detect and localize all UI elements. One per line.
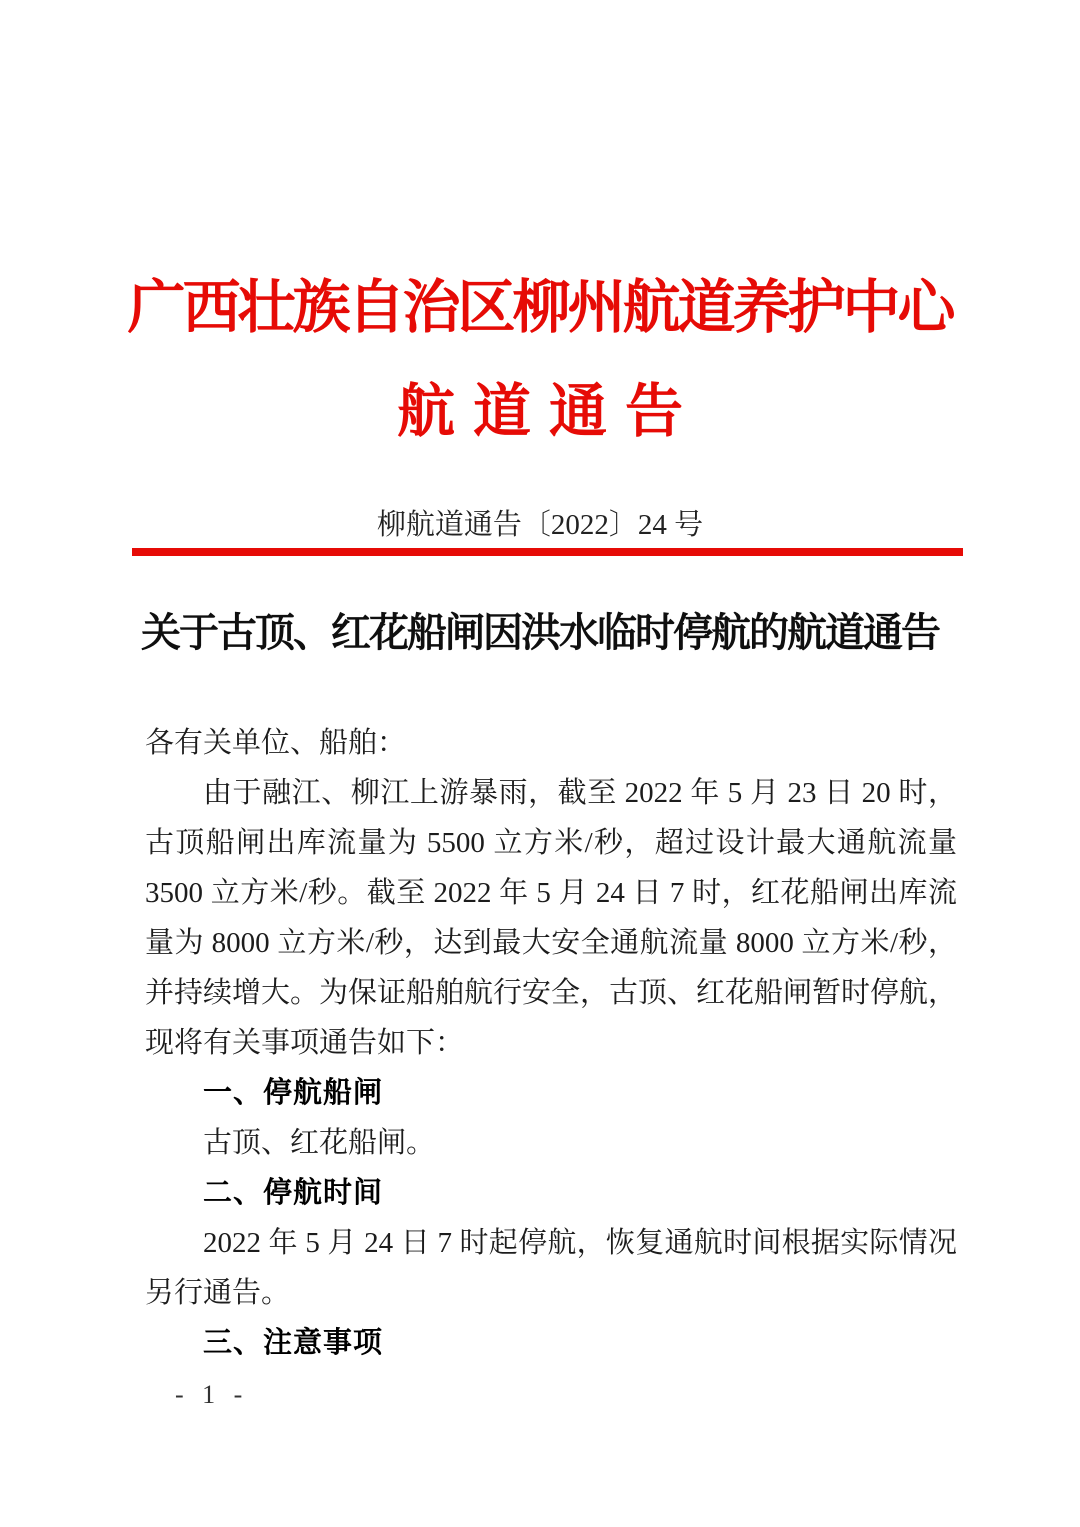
page-number: - 1 - xyxy=(175,1380,249,1409)
body-line: 另行通告。 xyxy=(145,1277,291,1309)
section-heading-3: 三、注意事项 xyxy=(203,1327,384,1359)
body-line: 古顶、红花船闸。 xyxy=(203,1127,436,1159)
section-heading-2: 二、停航时间 xyxy=(203,1177,384,1209)
document-number: 柳航道通告〔2022〕24 号 xyxy=(376,509,704,541)
section-heading-1: 一、停航船闸 xyxy=(203,1077,384,1109)
body-line: 古顶船闸出库流量为 5500 立方米/秒，超过设计最大通航流量 xyxy=(145,827,957,859)
letterhead-title-line2: 航道通告 xyxy=(396,379,701,444)
notice-subject-title: 关于古顶、红花船闸因洪水临时停航的航道通告 xyxy=(141,610,939,655)
body-line: 并持续增大。为保证船舶航行安全，古顶、红花船闸暂时停航， xyxy=(145,977,958,1009)
body-line: 现将有关事项通告如下： xyxy=(145,1027,465,1059)
notice-body xyxy=(145,718,957,1368)
body-line: 2022 年 5 月 24 日 7 时起停航，恢复通航时间根据实际情况 xyxy=(203,1227,957,1259)
red-separator-rule xyxy=(132,548,963,556)
letterhead-title-line1: 广西壮族自治区柳州航道养护中心 xyxy=(127,275,953,340)
body-line: 3500 立方米/秒。截至 2022 年 5 月 24 日 7 时，红花船闸出库流 xyxy=(145,877,957,909)
body-line-salutation: 各有关单位、船舶： xyxy=(145,727,407,759)
body-line: 由于融江、柳江上游暴雨，截至 2022 年 5 月 23 日 20 时， xyxy=(203,777,957,809)
body-line: 量为 8000 立方米/秒，达到最大安全通航流量 8000 立方米/秒， xyxy=(145,927,957,959)
